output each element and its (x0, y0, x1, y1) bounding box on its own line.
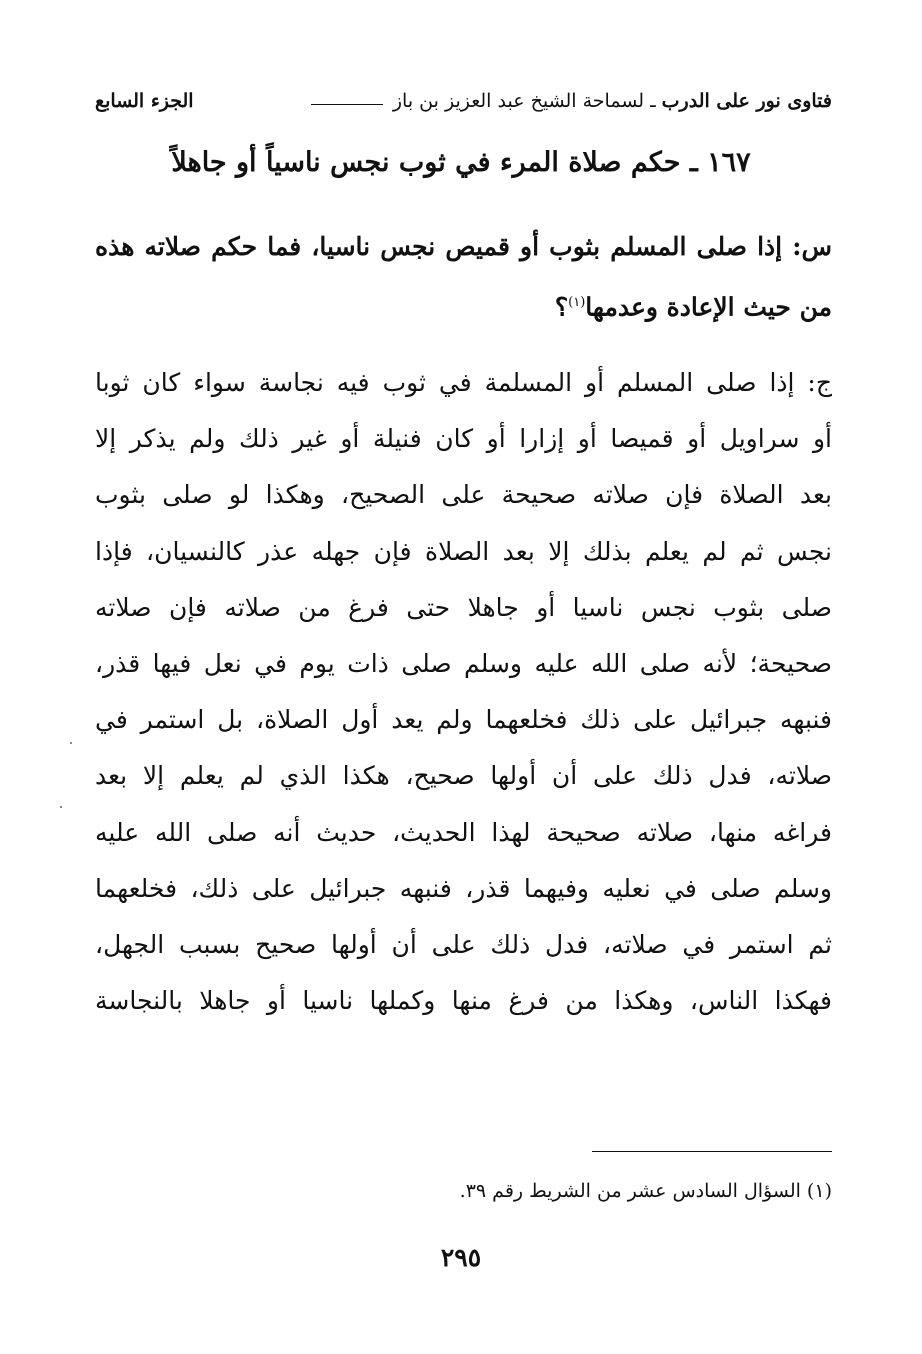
answer-paragraph (95, 355, 832, 1029)
footnote-reference: (١) (568, 295, 586, 310)
header-dash: ـ (650, 90, 656, 112)
header-rule (311, 104, 383, 105)
header-volume: الجزء السابع (95, 90, 194, 112)
header-author: لسماحة الشيخ عبد العزيز بن باز (392, 90, 645, 112)
answer-line: صلى بثوب نجس ناسيا أو جاهلا حتى فرغ من صلاته فإن صلاته (95, 592, 832, 622)
question-text: س: إذا صلى المسلم بثوب أو قميص نجس ناسيا، فما حكم صلاته هذه من حيث الإعادة وعدمها (95, 232, 832, 322)
answer-line: وسلم صلى في نعليه وفيهما قذر، فنبهه جبرائيل على ذلك، فخلعهما (95, 873, 832, 903)
header-book-title: فتاوى نور على الدرب (661, 90, 832, 112)
answer-line: بعد الصلاة فإن صلاته صحيحة على الصحيح، وهكذا لو صلى بثوب (95, 480, 832, 510)
question-paragraph (95, 219, 832, 335)
answer-line: صلاته، فدل ذلك على أن أولها صحيح، هكذا الذي لم يعلم إلا بعد (95, 761, 832, 791)
footnote-divider (592, 1151, 832, 1152)
answer-line: أو سراويل أو قميصا أو إزارا أو كان فنيلة أو غير ذلك ولم يذكر إلا (95, 424, 832, 454)
answer-line: فهكذا الناس، وهكذا من فرغ منها وكملها ناسيا أو جاهلا بالنجاسة (95, 986, 832, 1016)
header-title-group (307, 84, 832, 118)
question-mark: ؟ (554, 292, 569, 322)
page-number: ٢٩٥ (440, 1243, 482, 1272)
answer-line: ج: إذا صلى المسلم أو المسلمة في ثوب فيه نجاسة سواء كان ثوبا (95, 368, 832, 397)
answer-line: نجس ثم لم يعلم بذلك إلا بعد الصلاة فإن جهله عذر كالنسيان، فإذا (95, 536, 832, 566)
chapter-title: ١٦٧ ـ حكم صلاة المرء في ثوب نجس ناسياً أو جاهلاً (171, 147, 751, 178)
answer-line: فراغه منها، صلاته صحيحة لهذا الحديث، حديث أنه صلى الله عليه (95, 817, 832, 847)
running-header (95, 84, 832, 118)
footnote: (١) السؤال السادس عشر من الشريط رقم ٣٩. (459, 1180, 832, 1202)
scan-speck (60, 806, 62, 808)
answer-line: صحيحة؛ لأنه صلى الله عليه وسلم صلى ذات يوم في نعل فيها قذر، (95, 648, 832, 678)
scan-speck (70, 742, 72, 744)
answer-line: ثم استمر في صلاته، فدل ذلك على أن أولها صحيح بسبب الجهل، (95, 929, 832, 959)
answer-line: فنبهه جبرائيل على ذلك فخلعهما ولم يعد أول الصلاة، بل استمر في (95, 705, 832, 735)
